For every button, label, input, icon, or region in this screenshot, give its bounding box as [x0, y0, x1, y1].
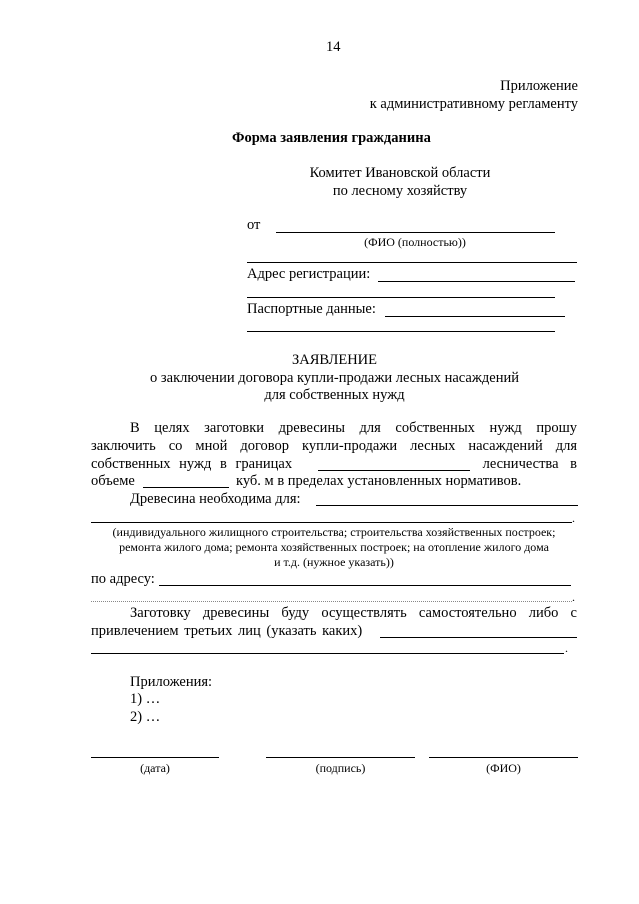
- body-address-line-1[interactable]: [159, 585, 571, 586]
- fio-caption: (ФИО): [486, 761, 521, 775]
- address-label: Адрес регистрации:: [247, 266, 371, 282]
- from-label: от: [247, 217, 261, 233]
- body-address-line-2[interactable]: [91, 601, 572, 602]
- address-line-dot: .: [572, 590, 575, 604]
- paragraph1-line3a: собственных нужд в границах: [91, 456, 293, 472]
- purpose-hint-2: ремонта жилого дома; ремонта хозяйственных построек; на отопление жилого дома: [119, 540, 549, 554]
- fio-hint: (ФИО (полностью)): [364, 235, 466, 249]
- harvest-line-1: Заготовку древесины буду осуществлять самостоятельно либо с: [130, 605, 577, 621]
- third-party-line-2[interactable]: [91, 653, 564, 654]
- appendix-line1: Приложение: [500, 78, 578, 94]
- paragraph1-line2: заключить со мной договор купли-продажи лесных насаждений для: [91, 438, 577, 454]
- signature-caption: (подпись): [315, 761, 366, 775]
- volume-line[interactable]: [143, 487, 229, 488]
- fio-line-2[interactable]: [247, 262, 577, 263]
- forestry-boundary-line[interactable]: [318, 470, 470, 471]
- attachment-item-2: 2) …: [130, 709, 161, 725]
- form-title: Форма заявления гражданина: [232, 130, 431, 146]
- paragraph1-line3b: лесничества в: [482, 456, 577, 472]
- date-line[interactable]: [91, 757, 219, 758]
- paragraph1-line1: В целях заготовки древесины для собственных нужд прошу: [130, 420, 577, 436]
- passport-label: Паспортные данные:: [247, 301, 376, 317]
- purpose-hint-1: (индивидуального жилищного строительства; строительства хозяйственных построек;: [112, 525, 556, 539]
- addressee-line1: Комитет Ивановской области: [309, 165, 491, 181]
- purpose-hint-3: и т.д. (нужное указать)): [274, 555, 394, 569]
- statement-title: ЗАЯВЛЕНИЕ: [291, 352, 378, 368]
- attachment-item-1: 1) …: [130, 691, 161, 707]
- passport-line-2[interactable]: [247, 331, 555, 332]
- wood-purpose-line-2[interactable]: [91, 522, 572, 523]
- wood-purpose-line-1[interactable]: [316, 505, 578, 506]
- date-caption: (дата): [140, 761, 170, 775]
- address-line-2[interactable]: [247, 297, 555, 298]
- address-line-1[interactable]: [378, 281, 575, 282]
- paragraph1-line4b: куб. м в пределах установленных нормативов.: [236, 473, 522, 489]
- third-party-line-dot: .: [565, 641, 568, 655]
- attachments-label: Приложения:: [130, 674, 213, 690]
- address-label-body: по адресу:: [91, 571, 155, 587]
- wood-needed-label: Древесина необходима для:: [130, 491, 301, 507]
- page-number: 14: [326, 39, 341, 55]
- passport-line-1[interactable]: [385, 316, 565, 317]
- statement-subtitle-1: о заключении договора купли-продажи лесных насаждений: [150, 370, 519, 386]
- signature-line[interactable]: [266, 757, 415, 758]
- appendix-line2: к административному регламенту: [369, 96, 578, 112]
- paragraph1-line4a: объеме: [91, 473, 135, 489]
- fio-line[interactable]: [276, 232, 555, 233]
- third-party-line-1[interactable]: [380, 637, 577, 638]
- addressee-line2: по лесному хозяйству: [332, 183, 468, 199]
- fio-signature-line[interactable]: [429, 757, 578, 758]
- purpose-line-dot: .: [572, 511, 575, 525]
- statement-subtitle-2: для собственных нужд: [264, 387, 405, 403]
- harvest-line-2: привлечением третьих лиц (указать каких): [91, 623, 363, 639]
